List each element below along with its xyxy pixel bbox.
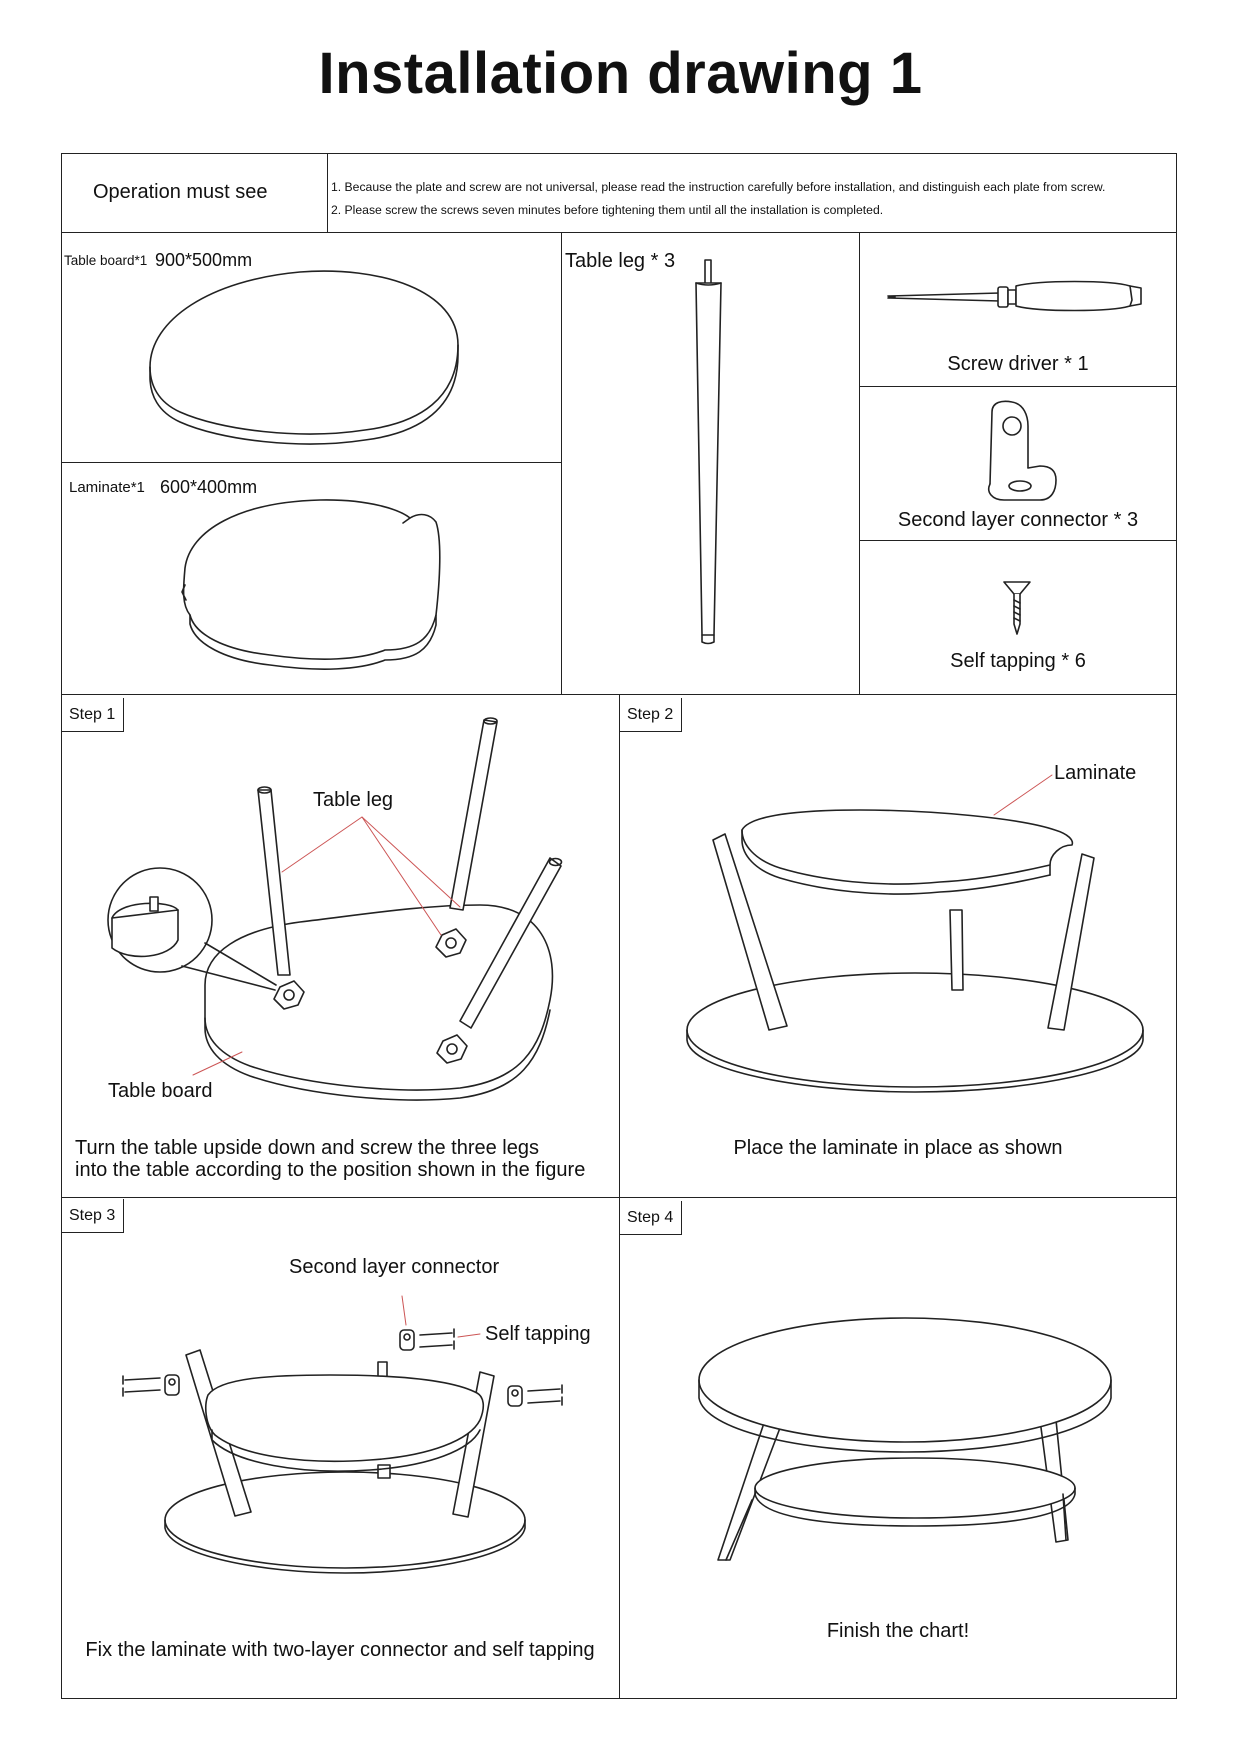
table-board-size: 900*500mm bbox=[155, 250, 253, 270]
table-leg-label: Table leg * 3 bbox=[565, 250, 676, 272]
connector-icon bbox=[989, 401, 1056, 500]
notice-line: 2. Please screw the screws seven minutes before tightening them until all the installation is completed. bbox=[331, 203, 884, 217]
laminate-label: Laminate*1 bbox=[69, 479, 145, 496]
step-4-drawing bbox=[699, 1318, 1111, 1560]
step-4-caption: Finish the chart! bbox=[826, 1620, 970, 1642]
step-1-caption: into the table according to the position shown in the figure bbox=[75, 1159, 586, 1181]
table-leg-drawing bbox=[696, 260, 721, 644]
step-4-tag: Step 4 bbox=[619, 1201, 682, 1235]
step-2-drawing bbox=[687, 775, 1143, 1092]
laminate-drawing bbox=[182, 500, 440, 669]
table-leg-callout: Table leg bbox=[313, 789, 394, 811]
page-title: Installation drawing 1 bbox=[318, 41, 923, 106]
step-1-drawing bbox=[108, 718, 562, 1100]
table-board-drawing bbox=[150, 271, 458, 444]
table-board-callout: Table board bbox=[108, 1080, 213, 1102]
step-1-tag: Step 1 bbox=[61, 698, 124, 732]
step-3-tag: Step 3 bbox=[61, 1199, 124, 1233]
table-board-label: Table board*1 bbox=[64, 253, 148, 268]
notice-heading: Operation must see bbox=[93, 181, 268, 203]
screwdriver-icon bbox=[888, 282, 1141, 311]
laminate-callout: Laminate bbox=[1054, 762, 1137, 784]
connector-label: Second layer connector * 3 bbox=[897, 509, 1139, 531]
step-1-caption: Turn the table upside down and screw the three legs bbox=[75, 1137, 539, 1159]
screw-icon bbox=[1004, 582, 1030, 634]
connector-callout: Second layer connector bbox=[289, 1256, 500, 1278]
notice-line: 1. Because the plate and screw are not universal, please read the instruction carefully before installation, and distinguish each plate from screw. bbox=[331, 180, 1106, 194]
step-2-caption: Place the laminate in place as shown bbox=[733, 1137, 1063, 1159]
self-tapping-callout: Self tapping bbox=[485, 1323, 591, 1345]
screwdriver-label: Screw driver * 1 bbox=[947, 353, 1089, 375]
step-3-drawing bbox=[123, 1296, 562, 1573]
laminate-size: 600*400mm bbox=[160, 477, 258, 497]
step-2-tag: Step 2 bbox=[619, 698, 682, 732]
self-tapping-label: Self tapping * 6 bbox=[950, 650, 1086, 672]
step-3-caption: Fix the laminate with two-layer connector and self tapping bbox=[85, 1639, 595, 1661]
